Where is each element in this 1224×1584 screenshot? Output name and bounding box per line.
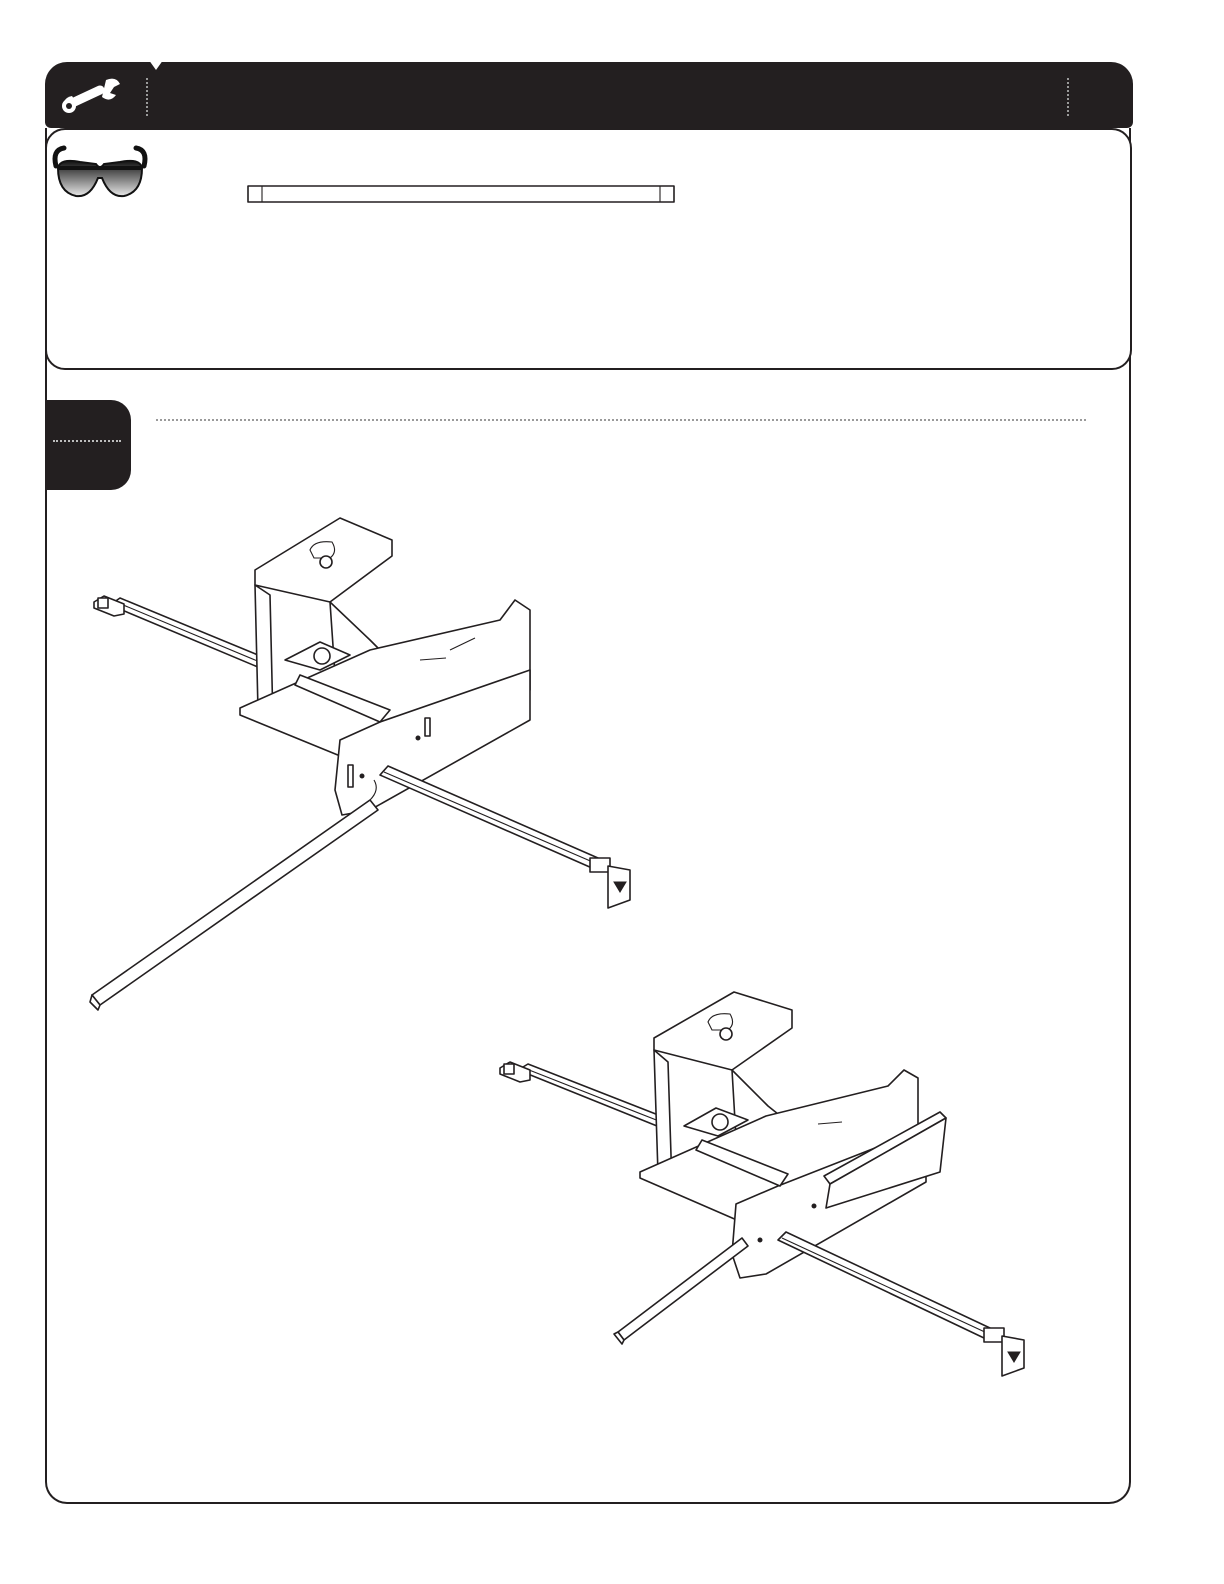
wrench-icon <box>60 74 126 118</box>
assembly-before <box>80 510 640 1020</box>
strap-buckle-right <box>590 858 630 908</box>
header-notch <box>146 56 166 70</box>
safety-glasses-icon <box>50 144 150 202</box>
step-tab <box>45 400 131 490</box>
step-title-rule <box>156 419 1086 421</box>
header-bar <box>45 62 1133 128</box>
bar-part <box>246 184 676 204</box>
strap-buckle-right <box>984 1328 1024 1376</box>
assembly-after <box>496 988 1056 1378</box>
tools-panel <box>45 128 1132 370</box>
